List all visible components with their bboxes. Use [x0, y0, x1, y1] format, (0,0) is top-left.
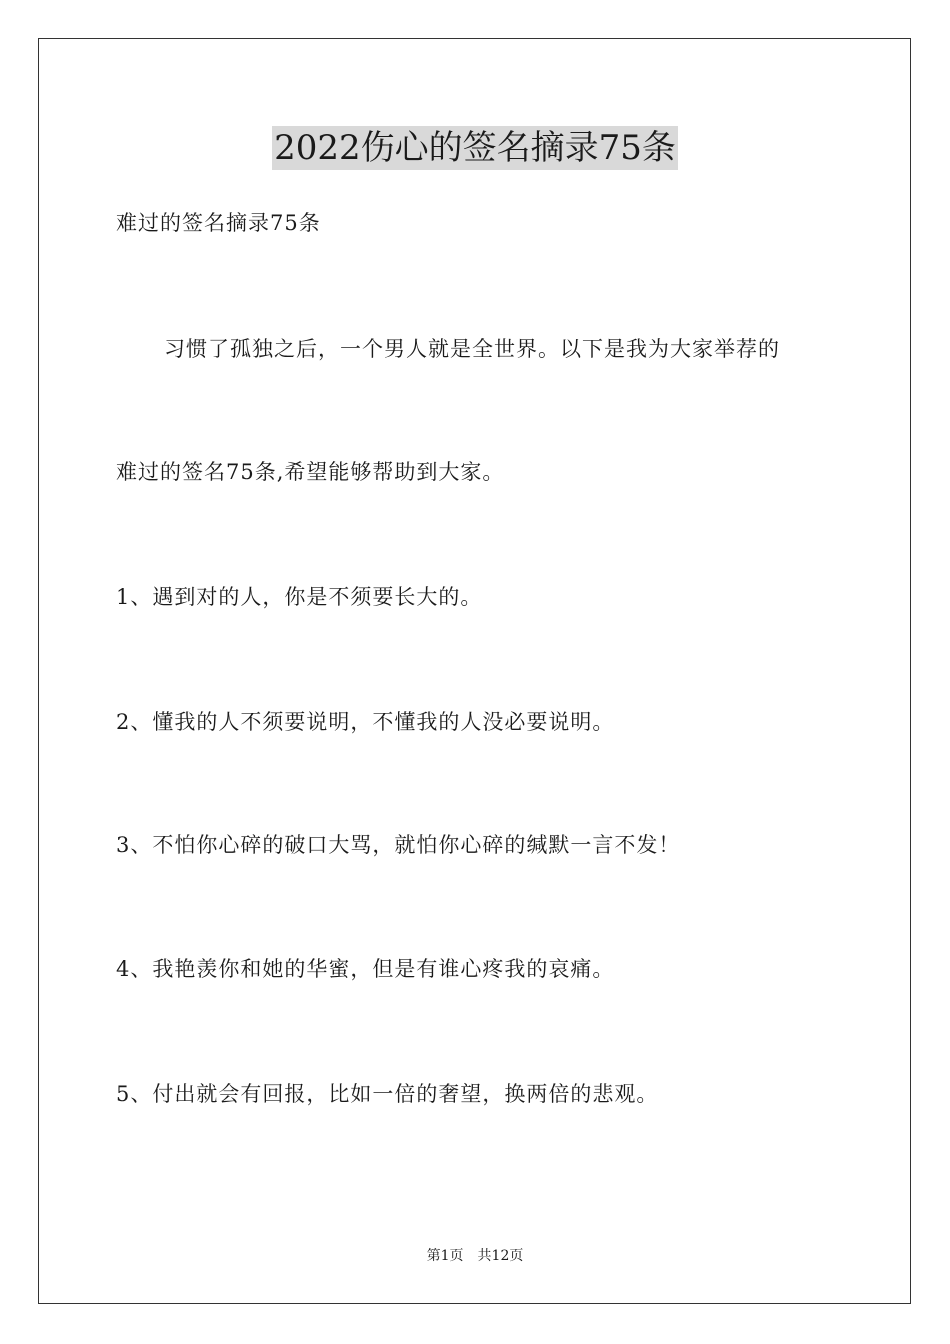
document-title: 2022伤心的签名摘录75条 [274, 128, 676, 168]
document-title-block [0, 126, 950, 170]
page-number-footer: 第1页 共12页 [426, 1248, 524, 1264]
document-subtitle: 难过的签名摘录75条 [116, 211, 321, 235]
list-item: 2、懂我的人不须要说明，不懂我的人没必要说明。 [116, 710, 615, 734]
list-item: 1、遇到对的人，你是不须要长大的。 [116, 585, 483, 609]
list-item: 4、我艳羡你和她的华蜜，但是有谁心疼我的哀痛。 [116, 957, 615, 981]
intro-paragraph-line-1: 习惯了孤独之后，一个男人就是全世界。以下是我为大家举荐的 [164, 337, 780, 361]
intro-paragraph-line-2: 难过的签名75条,希望能够帮助到大家。 [116, 460, 505, 484]
list-item: 3、不怕你心碎的破口大骂，就怕你心碎的缄默一言不发！ [116, 833, 681, 857]
list-item: 5、付出就会有回报，比如一倍的奢望，换两倍的悲观。 [116, 1082, 659, 1106]
